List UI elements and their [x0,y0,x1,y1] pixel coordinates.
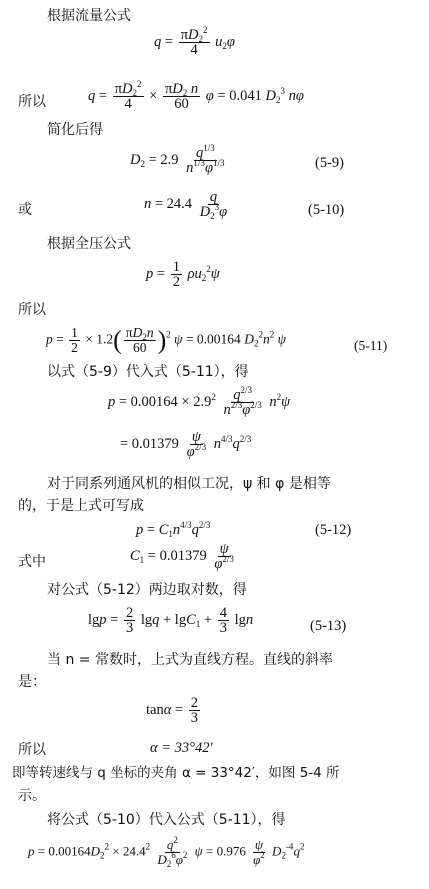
text-line: 根据全压公式 [47,236,131,252]
text-line: 对于同系列通风机的相似工况，ψ 和 φ 是相等 [47,476,331,492]
text-line: 所以 [18,302,46,318]
equation-5-11: p = $\frac{1}{2}$ × 1.2( $\frac{\pi D_2n}{60}$ )$^2$ ψ = 0.00164 $D_2^2n^2$ ψ [46,325,286,355]
equation-5-12: $p = C_1n^{4/3}q^{2/3}$ [136,520,211,539]
equation-c1: $C_1 = 0.01379$ $\frac{\psi}{\varphi^{2/3}}$ [130,541,234,572]
equation-alpha: α = 33°42′ [150,740,213,756]
text-line: 将公式（5-10）代入公式（5-11），得 [47,812,286,828]
equation-substitution-2: = 0.01379 $\frac{\psi}{\varphi^{2/3}}$ $n^{4/3}q^{2/3}$ [120,429,252,460]
equation-flow: q = $\frac{\pi D_2^2}{4}$ $u_2\varphi$ [154,25,235,58]
equation-5-13: lgp = $\frac{2}{3}$ lgq + lgC$_1$ + $\frac{4}{3}$ lgn [88,605,254,636]
equation-number: (5-11) [354,338,388,353]
text-line: 即等转速线与 q 坐标的夹角 α = 33°42′，如图 5-4 所 [12,765,340,781]
text-line: 根据流量公式 [47,8,131,24]
equation-pressure: p = $\frac{1}{2}$ $\rho u_2^2\psi$ [146,259,220,290]
equation-5-10: n = 24.4 $\frac{q}{D_2^3\varphi}$ [144,189,228,221]
equation-flow-expanded: q = $\frac{\pi D_2^2}{4}$ × $\frac{\pi D_2 n}{60}$ φ = 0.041 $D_2^3$ nφ [88,79,304,112]
equation-number: (5-10) [308,202,345,218]
text-line: 所以 [18,94,46,110]
equation-number: (5-12) [315,522,352,538]
text-line: 是： [18,674,46,690]
text-line: 式中 [18,554,46,570]
equation-number: (5-13) [310,618,347,634]
equation-number: (5-9) [315,155,344,171]
text-line: 或 [18,202,32,218]
equation-tan: tanα = $\frac{2}{3}$ [146,695,199,726]
text-line: 所以 [18,742,46,758]
equation-final: $p = 0.00164D_2^2 \times 24.4^2$ $\frac{q^2}{D_2^6\varphi^2}$ ψ = 0.976 $\frac{\psi}{\varphi^2}$ $D_2^{-4}q^2$ [28,835,305,869]
text-line: 示。 [18,788,46,804]
text-line: 以式（5-9）代入式（5-11），得 [47,364,249,380]
text-line: 当 n = 常数时，上式为直线方程。直线的斜率 [47,652,333,668]
text-line: 对公式（5-12）两边取对数，得 [47,582,247,598]
text-line: 的，于是上式可写成 [18,498,144,514]
equation-substitution-1: $p = 0.00164 \times 2.9^2$ $\frac{q^{2/3}}{n^{2/3}\varphi^{2/3}}$ $n^2\psi$ [108,385,291,418]
text-line: 简化后得 [47,122,103,138]
equation-5-9: $D_2 = 2.9$ $\frac{q^{1/3}}{n^{1/3}\varphi^{1/3}}$ [130,143,225,176]
